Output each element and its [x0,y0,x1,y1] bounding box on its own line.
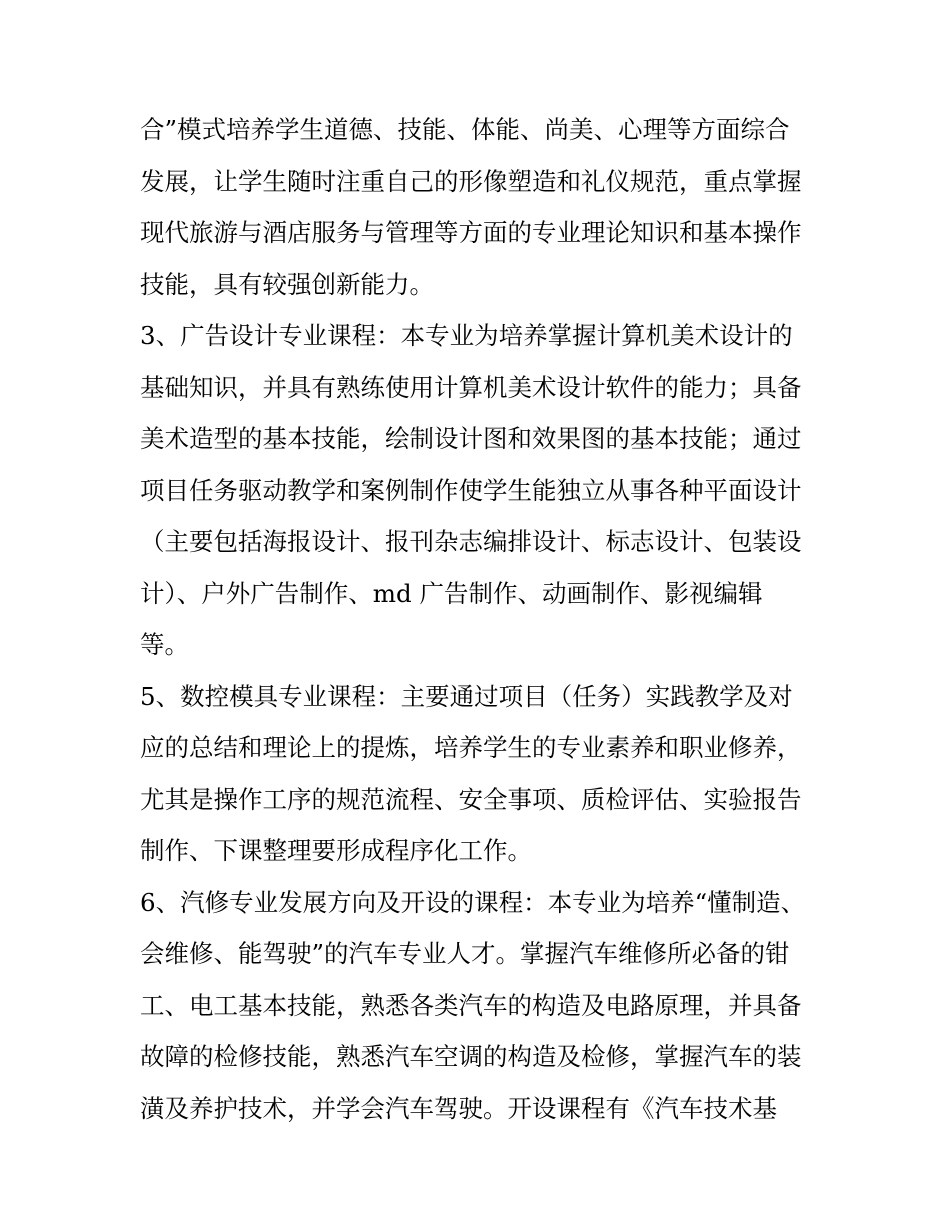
text-line: 现代旅游与酒店服务与管理等方面的专业理论知识和基本操作 [140,218,802,247]
text-line: 潢及养护技术，并学会汽车驾驶。开设课程有《汽车技术基 [140,1093,777,1123]
text-line: 等。 [140,630,189,659]
text-line: 基础知识，并具有熟练使用计算机美术设计软件的能力；具备 [140,372,802,402]
text-line: 尤其是操作工序的规范流程、安全事项、质检评估、实验报告 [140,784,802,814]
text-line: （主要包括海报设计、报刊杂志编排设计、标志设计、包装设 [140,527,802,556]
text-line: 故障的检修技能，熟悉汽车空调的构造及检修，掌握汽车的装 [140,1042,802,1071]
text-line: 3、广告设计专业课程：本专业为培养掌握计算机美术设计的 [140,321,793,350]
text-line: 6、汽修专业发展方向及开设的课程：本专业为培养“懂制造、 [140,887,806,917]
text-line: 5、数控模具专业课程：主要通过项目（任务）实践教学及对 [140,681,793,711]
text-line: 工、电工基本技能，熟悉各类汽车的构造及电路原理，并具备 [140,990,802,1020]
text-line: 制作、下课整理要形成程序化工作。 [140,836,532,865]
body-text [140,104,820,1134]
text-line: 会维修、能驾驶”的汽车专业人才。掌握汽车维修所必备的钳 [140,939,790,968]
text-line: 应的总结和理论上的提炼，培养学生的专业素养和职业修养， [140,733,802,762]
text-line: 计）、户外广告制作、md 广告制作、动画制作、影视编辑 [140,578,763,608]
text-line: 美术造型的基本技能，绘制设计图和效果图的基本技能；通过 [140,424,802,453]
text-line: 技能，具有较强创新能力。 [140,269,434,299]
text-line: 项目任务驱动教学和案例制作使学生能独立从事各种平面设计 [140,475,802,505]
text-line: 发展，让学生随时注重自己的形像塑造和礼仪规范，重点掌握 [140,166,802,196]
text-line: 合”模式培养学生道德、技能、体能、尚美、心理等方面综合 [140,115,790,144]
